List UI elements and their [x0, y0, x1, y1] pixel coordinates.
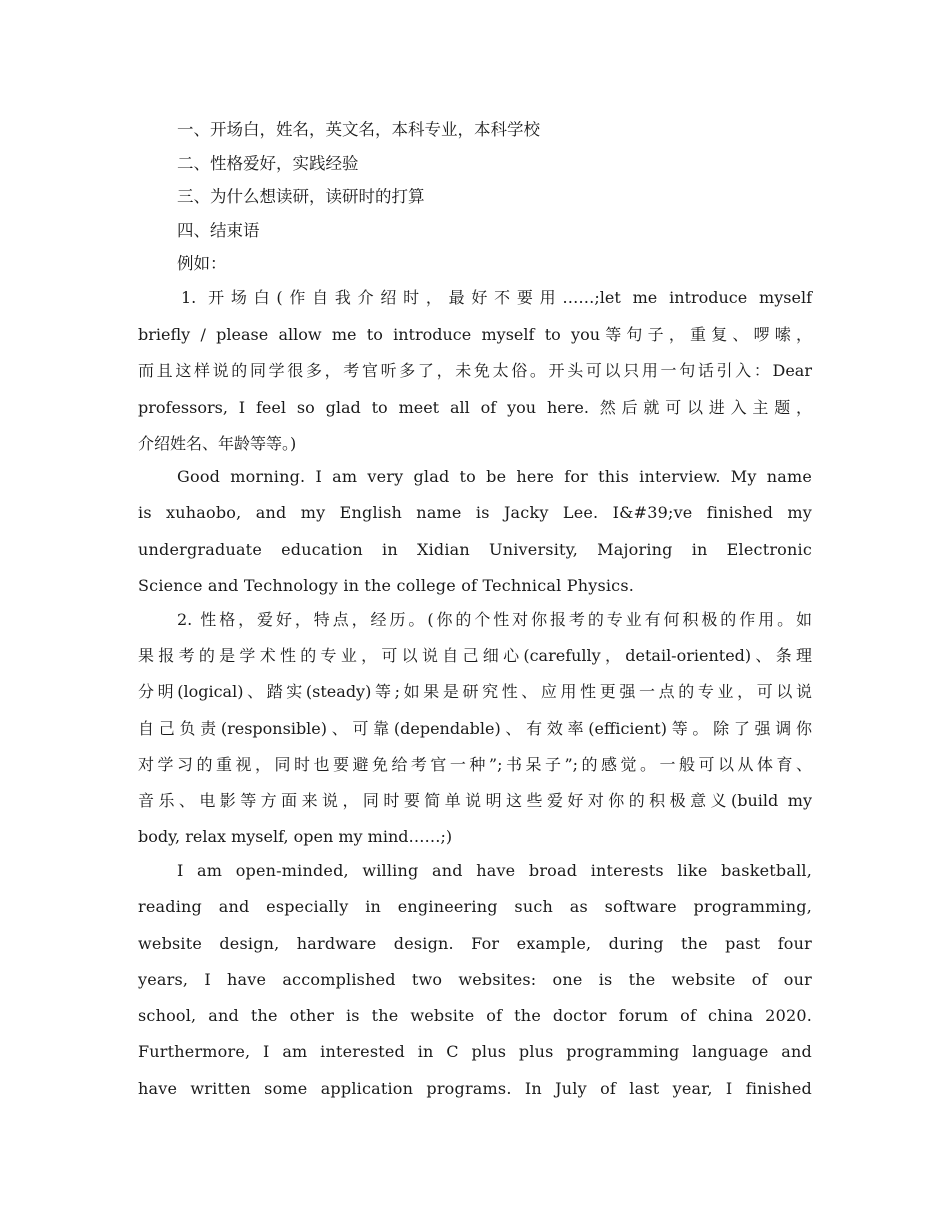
text-line: 分明(logical)、踏实(steady)等;如果是研究性、应用性更强一点的专业，可以说 [138, 682, 812, 702]
text-line: briefly / please allow me to introduce myself to you等句子，重复、啰嗦， [138, 324, 812, 344]
text-line: Furthermore, I am interested in C plus plus programming language and [138, 1042, 812, 1062]
text-line: have written some application programs. In July of last year, I finished [138, 1078, 812, 1098]
text-line: 介绍姓名、年龄等等。) [138, 434, 297, 453]
text-line: I am open-minded, willing and have broad interests like basketball, [177, 861, 812, 880]
text-line: website design, hardware design. For example, during the past four [138, 933, 812, 953]
outline-item: 四、结束语 [177, 220, 260, 240]
text-line: body, relax myself, open my mind……;) [138, 827, 453, 847]
text-line: 对学习的重视，同时也要避免给考官一种”;书呆子”;的感觉。一般可以从体育、 [138, 754, 812, 774]
text-line: Science and Technology in the college of Technical Physics. [138, 575, 635, 595]
outline-list [177, 117, 540, 285]
outline-item: 三、为什么想读研，读研时的打算 [177, 187, 425, 206]
text-line: reading and especially in engineering such as software programming, [138, 897, 812, 917]
text-line: school, and the other is the website of the doctor forum of china 2020. [138, 1006, 812, 1026]
text-line: years, I have accomplished two websites: one is the website of our [138, 969, 812, 989]
text-line: 2. 性格，爱好，特点，经历。(你的个性对你报考的专业有何积极的作用。如 [177, 610, 812, 629]
example-label: 例如： [177, 254, 227, 273]
text-line: undergraduate education in Xidian University, Majoring in Electronic [138, 539, 812, 559]
interests-paragraph [138, 853, 812, 1107]
outline-item: 一、开场白，姓名，英文名，本科专业，本科学校 [177, 120, 540, 139]
text-line: Good morning. I am very glad to be here for this interview. My name [177, 467, 812, 486]
text-line: is xuhaobo, and my English name is Jacky Lee. I&#39;ve finished my [138, 503, 812, 523]
text-line: 果报考的是学术性的专业，可以说自己细心(carefully，detail-oriented)、条理 [138, 646, 812, 666]
text-line: 音乐、电影等方面来说，同时要简单说明这些爱好对你的积极意义(build my [138, 790, 812, 810]
text-line: 自己负责(responsible)、可靠(dependable)、有效率(efficient)等。除了强调你 [138, 718, 812, 738]
section-1-guidance [138, 280, 812, 463]
outline-item: 二、性格爱好，实践经验 [177, 153, 359, 173]
section-2-guidance [138, 602, 812, 855]
text-line: 而且这样说的同学很多，考官听多了，未免太俗。开头可以只用一句话引入：Dear [138, 361, 812, 380]
text-line: 1. 开场白(作自我介绍时，最好不要用……;let me introduce myself [181, 288, 812, 307]
text-line: professors, I feel so glad to meet all of you here. 然后就可以进入主题， [138, 397, 812, 417]
intro-paragraph [138, 459, 812, 604]
